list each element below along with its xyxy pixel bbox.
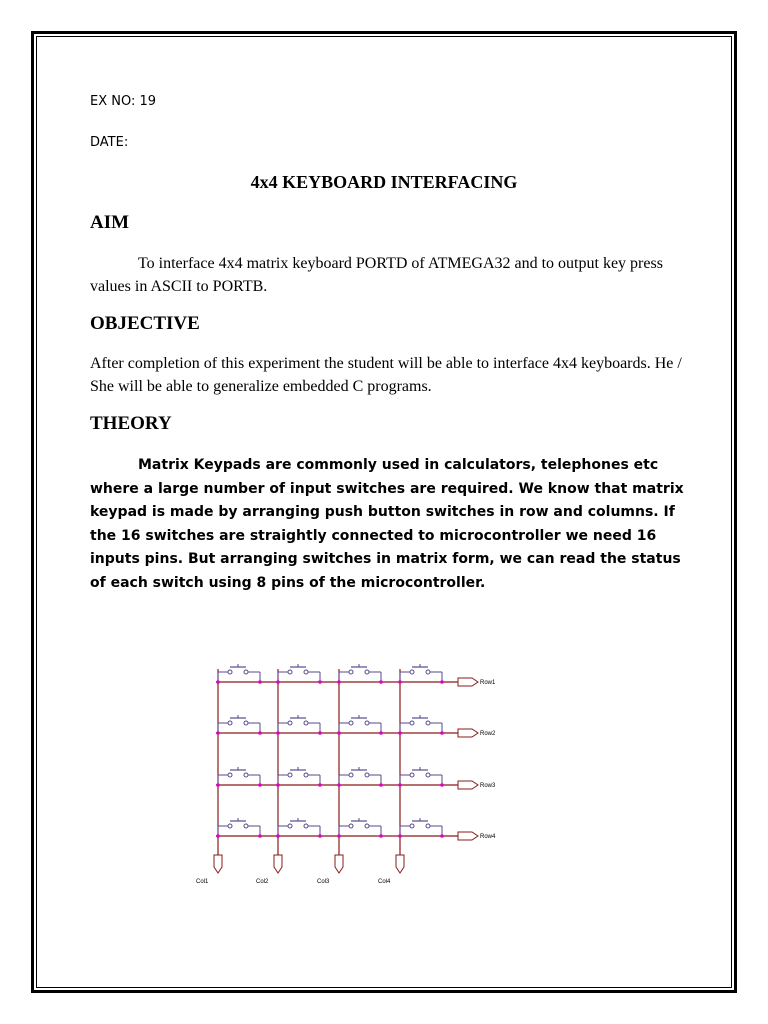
junction-dot <box>276 731 280 735</box>
junction-dot <box>258 834 262 838</box>
row-output-port-2 <box>458 729 478 737</box>
push-button-switch <box>339 715 381 733</box>
push-button-switch <box>400 818 442 836</box>
junction-dot <box>216 783 220 787</box>
junction-dot <box>276 783 280 787</box>
diagram-switches <box>218 664 442 836</box>
junction-dot <box>216 680 220 684</box>
push-button-switch <box>400 767 442 785</box>
push-button-switch <box>278 664 320 682</box>
junction-dot <box>440 834 444 838</box>
row-label-3: Row3 <box>480 783 496 789</box>
junction-dot <box>440 731 444 735</box>
aim-text <box>90 252 690 298</box>
junction-dot <box>379 834 383 838</box>
junction-dot <box>398 783 402 787</box>
push-button-switch <box>218 715 260 733</box>
row-output-port-4 <box>458 832 478 840</box>
push-button-switch <box>339 767 381 785</box>
junction-dot <box>258 680 262 684</box>
junction-dot <box>398 680 402 684</box>
theory-text <box>90 454 690 595</box>
column-input-port-3 <box>335 855 343 873</box>
junction-dot <box>337 783 341 787</box>
junction-dot <box>258 731 262 735</box>
page-title: 4x4 KEYBOARD INTERFACING <box>250 172 518 192</box>
row-label-4: Row4 <box>480 834 496 840</box>
junction-dot <box>440 680 444 684</box>
column-input-port-4 <box>396 855 404 873</box>
junction-dot <box>258 783 262 787</box>
push-button-switch <box>278 818 320 836</box>
column-label-4: Col4 <box>378 879 391 885</box>
junction-dot <box>379 680 383 684</box>
objective-heading: OBJECTIVE <box>90 313 200 334</box>
push-button-switch <box>339 664 381 682</box>
aim-text-content: To interface 4x4 matrix keyboard PORTD of ATMEGA32 and to output key press values in ASCII to PORTB. <box>90 255 663 295</box>
date-label: DATE: <box>90 135 129 150</box>
row-label-1: Row1 <box>480 680 496 686</box>
diagram-wires <box>214 669 478 873</box>
objective-text: After completion of this experiment the student will be able to interface 4x4 keyboards. He / She will be able to generalize embedded C programs. <box>90 355 682 395</box>
junction-dot <box>337 680 341 684</box>
column-label-1: Col1 <box>196 879 209 885</box>
theory-heading: THEORY <box>90 413 172 434</box>
diagram-junctions <box>216 680 444 838</box>
push-button-switch <box>278 715 320 733</box>
theory-text-content: Matrix Keypads are commonly used in calculators, telephones etc where a large number of input switches are required. We know that matrix keypad is made by arranging push button switches in row and columns. If the 16 switches are straightly connected to microcontroller we need 16 inputs pins. But arranging switches in matrix form, we can read the status of each switch using 8 pins of the microcontroller. <box>90 457 684 591</box>
push-button-switch <box>278 767 320 785</box>
junction-dot <box>318 783 322 787</box>
column-label-3: Col3 <box>317 879 330 885</box>
row-output-port-1 <box>458 678 478 686</box>
junction-dot <box>379 783 383 787</box>
push-button-switch <box>218 818 260 836</box>
push-button-switch <box>218 767 260 785</box>
junction-dot <box>318 731 322 735</box>
exercise-number: EX NO: 19 <box>90 94 157 109</box>
junction-dot <box>398 834 402 838</box>
junction-dot <box>216 834 220 838</box>
push-button-switch <box>400 664 442 682</box>
diagram-labels <box>196 680 496 885</box>
aim-heading: AIM <box>90 212 130 233</box>
junction-dot <box>276 680 280 684</box>
column-input-port-1 <box>214 855 222 873</box>
junction-dot <box>318 680 322 684</box>
push-button-switch <box>400 715 442 733</box>
column-input-port-2 <box>274 855 282 873</box>
junction-dot <box>216 731 220 735</box>
junction-dot <box>318 834 322 838</box>
junction-dot <box>440 783 444 787</box>
keypad-matrix-diagram <box>190 655 530 885</box>
push-button-switch <box>339 818 381 836</box>
push-button-switch <box>218 664 260 682</box>
junction-dot <box>276 834 280 838</box>
junction-dot <box>398 731 402 735</box>
junction-dot <box>379 731 383 735</box>
junction-dot <box>337 834 341 838</box>
column-label-2: Col2 <box>256 879 269 885</box>
row-output-port-3 <box>458 781 478 789</box>
junction-dot <box>337 731 341 735</box>
row-label-2: Row2 <box>480 731 496 737</box>
